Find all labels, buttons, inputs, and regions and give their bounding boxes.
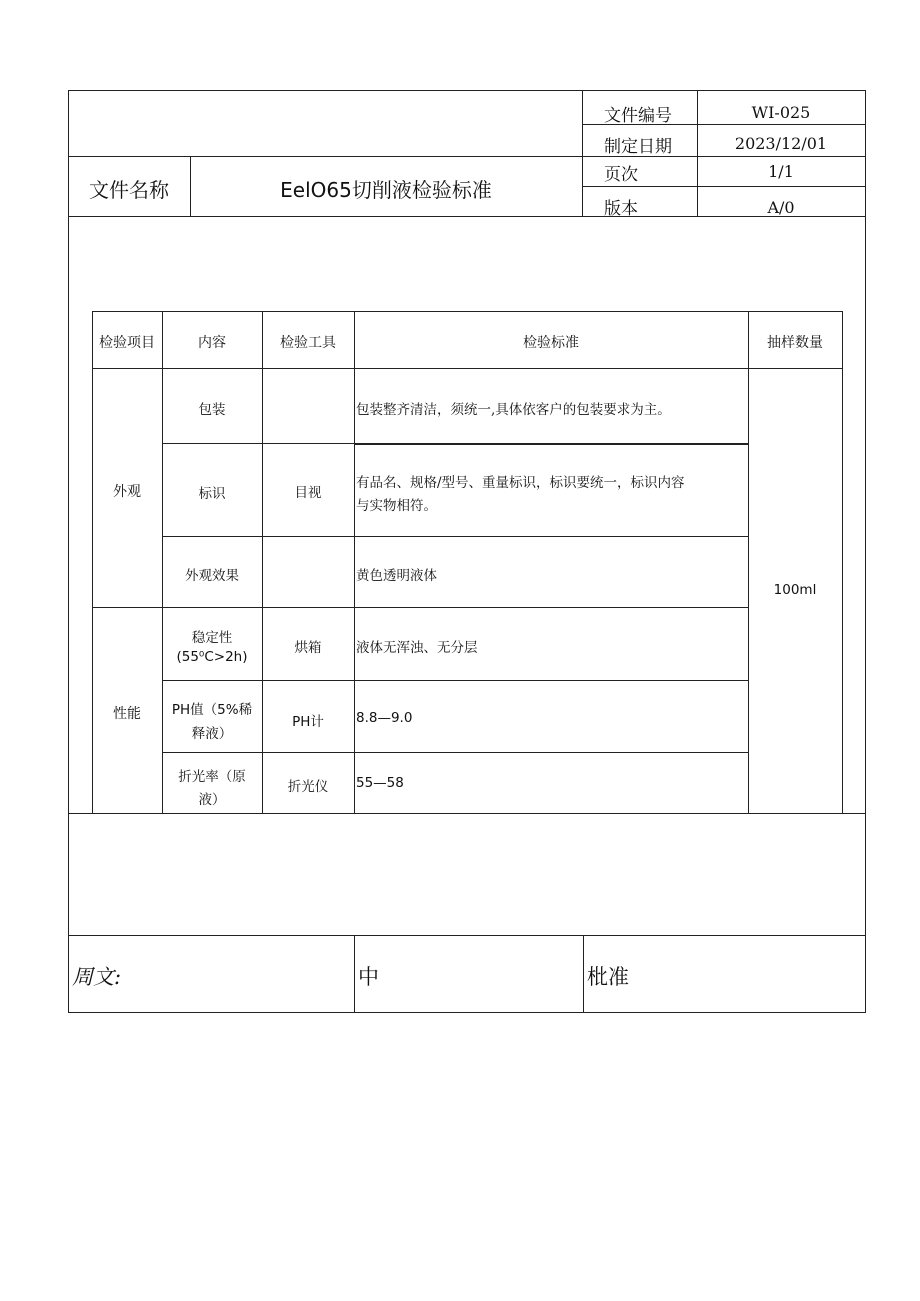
row-stability-content-line-2: (55⁰C>2h) [176, 649, 248, 665]
meta-label-page: 页次 [604, 165, 638, 185]
row-ph-standard: 8.8—9.0 [356, 710, 413, 726]
row-packaging-content: 包装 [198, 402, 226, 418]
sample-quantity: 100ml [773, 582, 817, 598]
signature-approved: 枇准 [587, 965, 629, 989]
col-header-item: 检验项目 [99, 335, 155, 351]
row-ph-content-line-1: PH值（5%稀 [171, 702, 253, 718]
row-marking-standard-line-2: 与实物相符。 [356, 498, 437, 514]
meta-label-date: 制定日期 [604, 137, 672, 157]
table-col-line-2 [262, 311, 263, 813]
signature-divider-2 [583, 935, 584, 1013]
meta-label-version: 版本 [604, 199, 638, 219]
doc-name-label: 文件名称 [89, 178, 169, 202]
row-refraction-standard: 55—58 [356, 775, 404, 791]
meta-value-date: 2023/12/01 [734, 134, 828, 153]
col-header-tool: 检验工具 [280, 335, 336, 351]
body-bottom-line [68, 813, 866, 814]
row-refraction-content-line-2: 液） [198, 792, 226, 808]
row-refraction-content-line-1: 折光率（原 [178, 769, 246, 785]
row-stability-tool: 烘箱 [294, 640, 322, 656]
frame-top [68, 90, 866, 91]
signature-reviewed: 中 [358, 965, 379, 989]
meta-label-doc-number: 文件编号 [604, 106, 672, 126]
tool-visual-inspection: 目视 [294, 485, 322, 501]
row-ph-tool: PH计 [292, 714, 324, 730]
row-line-4 [162, 680, 749, 681]
row-ph-content-line-2: 释液） [191, 726, 233, 742]
col-header-sample-qty: 抽样数量 [767, 335, 823, 351]
table-right [842, 311, 843, 813]
signature-divider-1 [354, 935, 355, 1013]
table-left [92, 311, 93, 813]
table-top [92, 311, 843, 312]
table-col-line-4 [748, 311, 749, 813]
row-appearance-effect-content: 外观效果 [185, 568, 239, 584]
row-appearance-effect-standard: 黄色透明液体 [356, 568, 437, 584]
table-col-line-3 [354, 311, 355, 813]
group-appearance: 外观 [113, 484, 141, 500]
group-performance: 性能 [113, 706, 141, 722]
row-stability-content-line-1: 稳定性 [191, 630, 233, 646]
table-header-bottom [92, 368, 843, 369]
row-line-1b [354, 444, 749, 445]
row-line-5 [162, 752, 749, 753]
row-line-2 [162, 536, 749, 537]
frame-bottom [68, 1012, 866, 1013]
doc-title: EelO65切削液检验标准 [280, 178, 492, 202]
frame-left [68, 90, 69, 1013]
signature-top-line [68, 935, 866, 936]
row-marking-content: 标识 [198, 486, 226, 502]
meta-value-version: A/0 [767, 198, 795, 217]
meta-value-page: 1/1 [768, 162, 794, 181]
header-row-line-3 [582, 186, 866, 187]
col-header-standard: 检验标准 [523, 335, 579, 351]
meta-value-doc-number: WI-025 [751, 103, 811, 122]
frame-right [865, 90, 866, 1013]
header-meta-divider [582, 90, 583, 217]
header-name-top-line [68, 156, 866, 157]
row-marking-standard-line-1: 有品名、规格/型号、重量标识，标识要统一，标识内容 [356, 475, 685, 491]
row-line-3 [92, 607, 749, 608]
col-header-content: 内容 [198, 335, 226, 351]
row-packaging-standard: 包装整齐清洁，须统一,具体依客户的包装要求为主。 [356, 402, 671, 418]
signature-prepared: 周文: [72, 965, 122, 989]
row-refraction-tool: 折光仪 [287, 779, 329, 795]
row-stability-standard: 液体无浑浊、无分层 [356, 640, 478, 656]
